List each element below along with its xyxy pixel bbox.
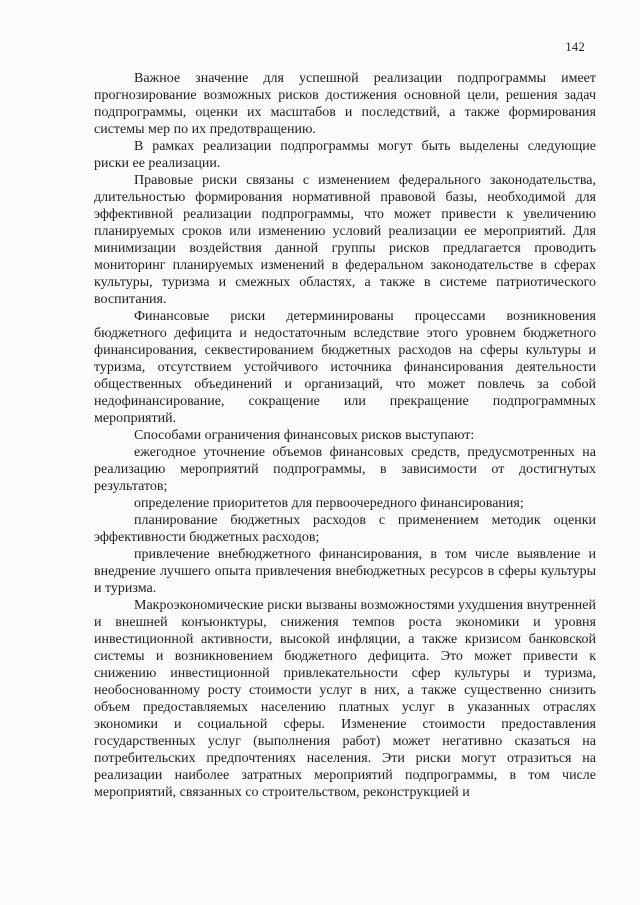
paragraph-risk-forecasting: Важное значение для успешной реализации подпрограммы имеет прогнозирование возможных рисков достижения основной цели, решения задач подпрограммы, оценки их масштабов и последствий, а также формирования системы мер по их предотвращению.: [94, 71, 596, 137]
paragraph-financial-risks: Финансовые риски детерминированы процессами возникновения бюджетного дефицита и недостаточным вследствие этого уровнем бюджетного финансирования, секвестированием бюджетных расходов на сферы культуры и туризма, отсутствием устойчивого источника финансирования деятельности общественных объединений и организаций, что может повлечь за собой недофинансирование, сокращение или прекращение подпрограммных мероприятий.: [94, 309, 596, 426]
list-item-annual-refinement: ежегодное уточнение объемов финансовых средств, предусмотренных на реализацию мероприятий подпрограммы, в зависимости от достигнутых результатов;: [94, 445, 596, 494]
paragraph-risk-intro: В рамках реализации подпрограммы могут быть выделены следующие риски ее реализации.: [94, 139, 596, 171]
list-item-extrabudgetary: привлечение внебюджетного финансирования, в том числе выявление и внедрение лучшего опыта привлечения внебюджетных ресурсов в сферы культуры и туризма.: [94, 547, 596, 596]
page-number: 142: [565, 40, 585, 54]
paragraph-financial-limits-intro: Способами ограничения финансовых рисков выступают:: [134, 428, 475, 443]
list-item-priorities: определение приоритетов для первоочередного финансирования;: [134, 496, 524, 511]
body-text: [94, 70, 596, 801]
paragraph-legal-risks: Правовые риски связаны с изменением федерального законодательства, длительностью формирования нормативной правовой базы, необходимой для эффективной реализации подпрограммы, что может привести к увеличению планируемых сроков или изменению условий реализации ее мероприятий. Для минимизации воздействия данной группы рисков предлагается проводить мониторинг планируемых изменений в федеральном законодательстве в сферах культуры, туризма и смежных областях, а также в системе патриотического воспитания.: [94, 173, 596, 307]
list-item-planning: планирование бюджетных расходов с применением методик оценки эффективности бюджетных расходов;: [94, 513, 596, 545]
paragraph-macroeconomic-risks: Макроэкономические риски вызваны возможностями ухудшения внутренней и внешней конъюнктуры, снижения темпов роста экономики и уровня инвестиционной активности, высокой инфляции, а также кризисом банковской системы и возникновением бюджетного дефицита. Это может привести к снижению инвестиционной привлекательности сфер культуры и туризма, необоснованному росту стоимости услуг в них, а также существенно снизить объем предоставляемых населению платных услуг в указанных отраслях экономики и социальной сферы. Изменение стоимости предоставления государственных услуг (выполнения работ) может негативно сказаться на потребительских предпочтениях населения. Эти риски могут отразиться на реализации наиболее затратных мероприятий подпрограммы, в том числе мероприятий, связанных со строительством, реконструкцией и: [94, 598, 596, 800]
